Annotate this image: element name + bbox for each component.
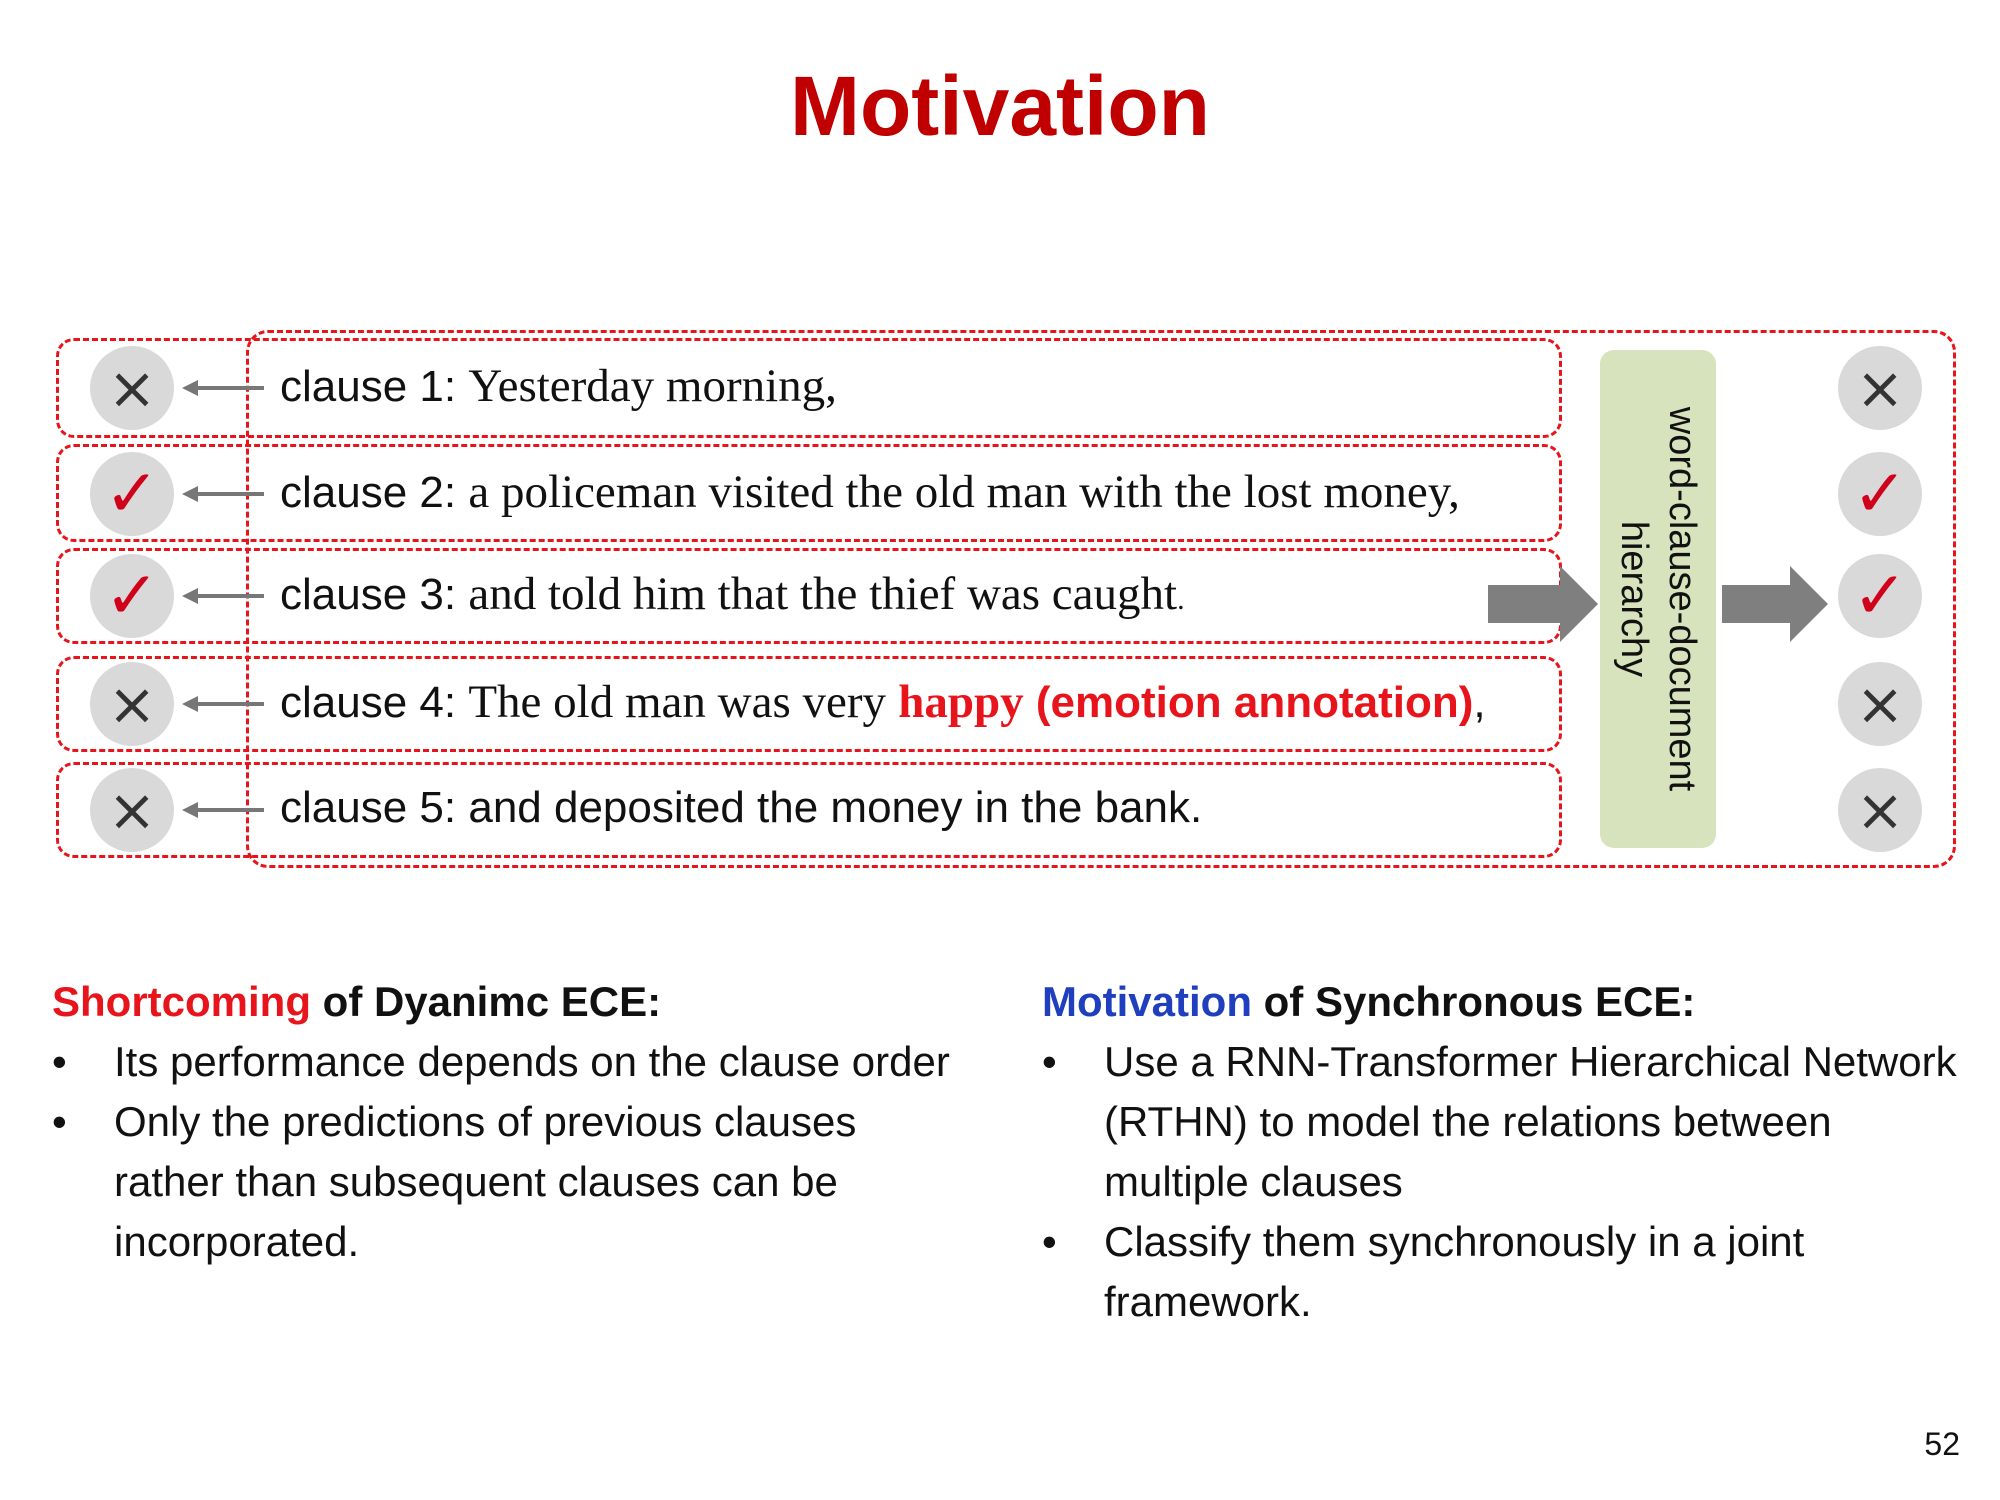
- clause-label: clause 1:: [280, 362, 457, 411]
- cross-icon: ×: [1855, 354, 1905, 422]
- clause-2-right-check: [1838, 452, 1922, 536]
- hierarchy-label-line2: hierarchy: [1613, 520, 1655, 678]
- check-icon: ✓: [104, 455, 160, 532]
- clause-4-text: [280, 674, 1486, 731]
- shortcoming-highlight: Shortcoming: [52, 978, 311, 1025]
- cross-icon: ×: [1855, 776, 1905, 844]
- clause-4-right-cross: [1838, 662, 1922, 746]
- clause-4-left-cross: [90, 662, 174, 746]
- emotion-word: happy: [898, 676, 1024, 728]
- cross-icon: ×: [107, 670, 157, 738]
- right-bullet-2: • Classify them synchronously in a joint framework.: [1042, 1212, 1972, 1332]
- clause-1-right-cross: [1838, 346, 1922, 430]
- output-arrow-icon: [1722, 566, 1828, 642]
- clause-5-arrow-icon: [182, 802, 264, 818]
- cross-icon: ×: [1855, 670, 1905, 738]
- hierarchy-label: [1610, 369, 1706, 829]
- page-number: 52: [1924, 1426, 1960, 1462]
- clause-3-right-check: [1838, 554, 1922, 638]
- left-bullet-1: • Its performance depends on the clause order: [52, 1032, 972, 1092]
- clause-suffix: .: [1177, 583, 1185, 616]
- input-arrow-icon: [1488, 566, 1598, 642]
- clause-label: clause 3:: [280, 570, 457, 619]
- clause-label: clause 5:: [280, 783, 457, 832]
- left-bullet-list: [52, 1032, 972, 1272]
- cross-icon: ×: [107, 354, 157, 422]
- clause-3-text: [280, 566, 1185, 628]
- motivation-highlight: Motivation: [1042, 978, 1252, 1025]
- clause-label: clause 4:: [280, 678, 457, 727]
- clause-5-right-cross: [1838, 768, 1922, 852]
- clause-3-arrow-icon: [182, 588, 264, 604]
- clause-content: The old man was very: [468, 676, 886, 728]
- clause-content: a policeman visited the old man with the lost money,: [468, 466, 1460, 518]
- right-column-heading: [1042, 972, 1695, 1032]
- clause-5-text: [280, 780, 1202, 836]
- clause-2-arrow-icon: [182, 486, 264, 502]
- hierarchy-label-line1: word-clause-document: [1661, 406, 1703, 792]
- cross-icon: ×: [107, 776, 157, 844]
- clause-4-arrow-icon: [182, 696, 264, 712]
- clause-suffix: ,: [1473, 678, 1486, 727]
- clause-1-arrow-icon: [182, 380, 264, 396]
- clause-2-left-check: [90, 452, 174, 536]
- right-bullet-list: [1042, 1032, 1972, 1332]
- left-column-heading: [52, 972, 661, 1032]
- check-icon: ✓: [104, 557, 160, 634]
- clause-content: and told him that the thief was caught: [468, 568, 1178, 620]
- slide-title: Motivation: [790, 59, 1210, 153]
- clause-1-text: [280, 358, 837, 415]
- emotion-annotation: (emotion annotation): [1035, 678, 1474, 727]
- check-icon: ✓: [1852, 455, 1908, 532]
- clause-5-left-cross: [90, 768, 174, 852]
- clause-content: Yesterday morning,: [468, 360, 837, 412]
- check-icon: ✓: [1852, 557, 1908, 634]
- clause-3-left-check: [90, 554, 174, 638]
- clause-content: and deposited the money in the bank.: [468, 783, 1203, 832]
- right-heading-rest: of Synchronous ECE:: [1251, 978, 1696, 1025]
- left-bullet-2: • Only the predictions of previous clauses rather than subsequent clauses can be incorporated.: [52, 1092, 972, 1272]
- clause-2-text: [280, 464, 1460, 521]
- right-bullet-1: • Use a RNN-Transformer Hierarchical Network (RTHN) to model the relations between multiple clauses: [1042, 1032, 1972, 1212]
- left-heading-rest: of Dyanimc ECE:: [311, 978, 662, 1025]
- clause-1-left-cross: [90, 346, 174, 430]
- clause-label: clause 2:: [280, 468, 457, 517]
